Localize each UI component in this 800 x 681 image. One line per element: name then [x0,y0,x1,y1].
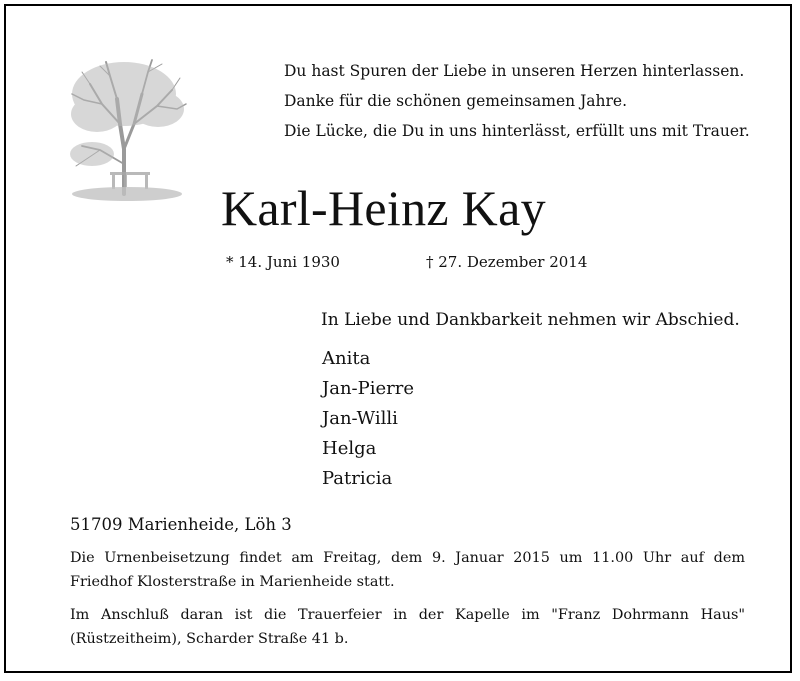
funeral-info: Die Urnenbeisetzung findet am Freitag, dem 9. Januar 2015 um 11.00 Uhr auf dem Friedhof Klosterstraße in Marienheide statt. [70,550,745,590]
verse-line: Danke für die schönen gemeinsamen Jahre. [284,92,628,110]
farewell-line: In Liebe und Dankbarkeit nehmen wir Abschied. [321,310,740,330]
verse-line: Die Lücke, die Du in uns hinterlässt, erfüllt uns mit Trauer. [284,122,750,140]
tree-illustration [62,54,192,204]
obituary-frame [4,4,792,673]
deceased-name: Karl-Heinz Kay [221,180,546,236]
death-date: † 27. Dezember 2014 [426,253,588,271]
family-member: Jan-Pierre [322,378,415,399]
family-list [322,344,414,494]
family-member: Helga [322,438,377,459]
memorial-info: Im Anschluß daran ist die Trauerfeier in der Kapelle im "Franz Dohrmann Haus" (Rüstzeitheim), Scharder Straße 41 b. [70,607,745,647]
family-member: Anita [322,348,371,369]
family-member: Jan-Willi [322,408,398,429]
verse-line: Du hast Spuren der Liebe in unseren Herzen hinterlassen. [284,62,745,80]
address: 51709 Marienheide, Löh 3 [70,515,292,534]
birth-date: * 14. Juni 1930 [226,253,340,271]
family-member: Patricia [322,468,393,489]
verse [284,56,750,146]
